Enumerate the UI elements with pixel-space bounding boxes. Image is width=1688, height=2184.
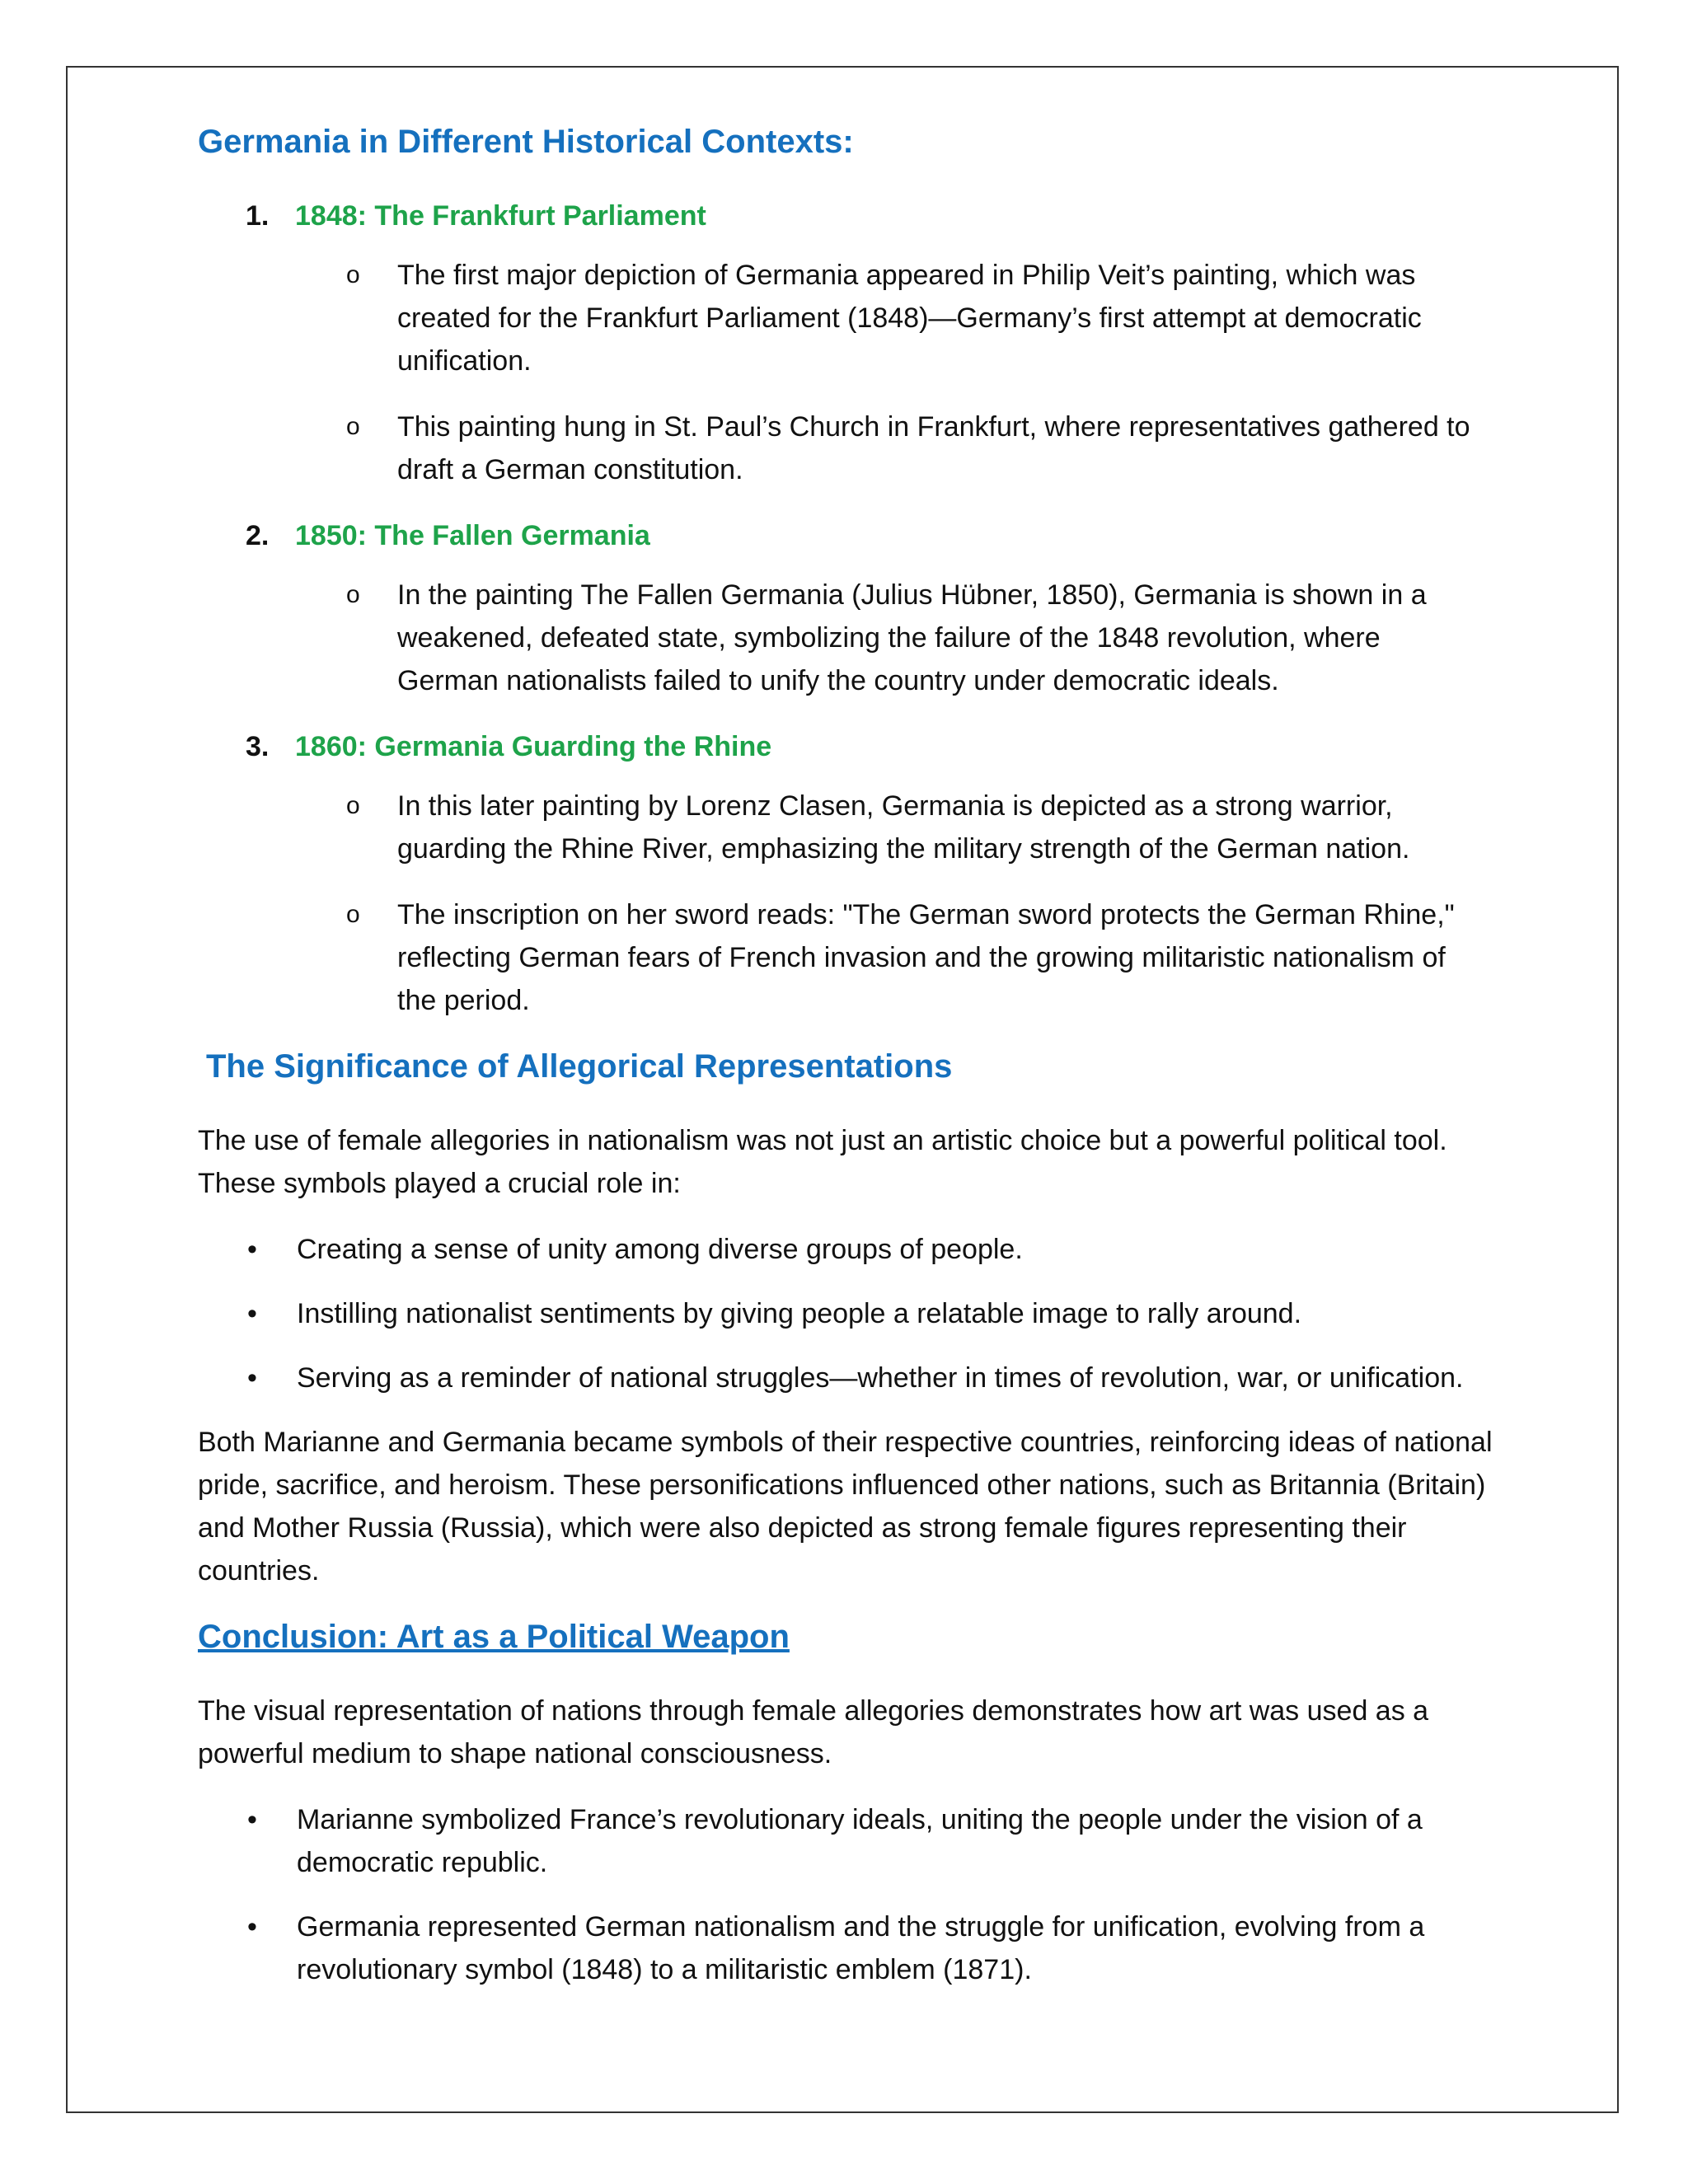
circle-bullet-icon: o <box>346 792 360 819</box>
sub-point <box>346 254 1485 382</box>
list-item-title: 1848: The Frankfurt Parliament <box>295 200 706 232</box>
paragraph-conclusion-intro: The visual representation of nations through female allegories demonstrates how art was used as a powerful medium to shape national consciousness. <box>198 1695 1429 1769</box>
sub-point <box>346 893 1485 1022</box>
bullet-text: Marianne symbolized France’s revolutionary ideals, uniting the people under the vision of a democratic republic. <box>297 1804 1423 1878</box>
circle-bullet-icon: o <box>346 901 360 928</box>
sub-point <box>346 785 1485 870</box>
bullet-text: Instilling nationalist sentiments by giving people a relatable image to rally around. <box>297 1298 1302 1329</box>
list-item <box>198 514 1517 702</box>
list-item-heading <box>246 194 1517 237</box>
bullet-item <box>247 1357 1484 1399</box>
section-title-significance: The Significance of Allegorical Representations <box>206 1048 953 1085</box>
list-item <box>198 194 1517 491</box>
list-item-title: 1850: The Fallen Germania <box>295 520 650 551</box>
bullet-text: Germania represented German nationalism and the struggle for unification, evolving from a revolutionary symbol (1848) to a militaristic emblem (1871). <box>297 1911 1425 1985</box>
list-item-heading <box>246 514 1517 557</box>
bullet-item <box>247 1905 1484 1991</box>
section-title-conclusion: Conclusion: Art as a Political Weapon <box>198 1619 790 1655</box>
list-item-heading <box>246 725 1517 768</box>
sub-point-text: The inscription on her sword reads: "The German sword protects the German Rhine," reflecting German fears of French invasion and the growing militaristic nationalism of the period. <box>397 899 1455 1016</box>
bullet-item <box>247 1292 1484 1335</box>
list-item <box>198 725 1517 1022</box>
paragraph-closing: Both Marianne and Germania became symbols of their respective countries, reinforcing ideas of national pride, sacrifice, and heroism. These personifications influenced other nations, such as Britannia (Britain) and Mother Russia (Russia), which were also depicted as strong female figures representing their countries. <box>198 1427 1493 1586</box>
sub-point <box>346 574 1485 702</box>
list-item-title: 1860: Germania Guarding the Rhine <box>295 731 772 762</box>
list-number: 3. <box>246 731 270 762</box>
bullet-item <box>247 1798 1484 1884</box>
bullet-icon: • <box>247 1234 257 1265</box>
bullet-item <box>247 1228 1484 1271</box>
document-content <box>198 99 1517 2013</box>
list-number: 2. <box>246 520 270 551</box>
circle-bullet-icon: o <box>346 413 360 440</box>
section-title-historical-contexts: Germania in Different Historical Contexts: <box>198 124 854 160</box>
bullet-text: Creating a sense of unity among diverse groups of people. <box>297 1234 1023 1265</box>
bullet-icon: • <box>247 1298 257 1329</box>
sub-point-text: This painting hung in St. Paul’s Church in Frankfurt, where representatives gathered to draft a German constitution. <box>397 411 1470 485</box>
paragraph-intro: The use of female allegories in nationalism was not just an artistic choice but a powerful political tool. These symbols played a crucial role in: <box>198 1125 1447 1199</box>
sub-point-text: The first major depiction of Germania appeared in Philip Veit’s painting, which was created for the Frankfurt Parliament (1848)—Germany’s first attempt at democratic unification. <box>397 260 1422 377</box>
circle-bullet-icon: o <box>346 261 360 288</box>
sub-point <box>346 405 1485 491</box>
sub-point-text: In the painting The Fallen Germania (Julius Hübner, 1850), Germania is shown in a weakened, defeated state, symbolizing the failure of the 1848 revolution, where German nationalists failed to unify the country under democratic ideals. <box>397 579 1427 696</box>
circle-bullet-icon: o <box>346 581 360 608</box>
bullet-icon: • <box>247 1362 257 1394</box>
list-number: 1. <box>246 200 270 232</box>
sub-point-text: In this later painting by Lorenz Clasen, Germania is depicted as a strong warrior, guarding the Rhine River, emphasizing the military strength of the German nation. <box>397 790 1410 865</box>
bullet-icon: • <box>247 1911 257 1943</box>
bullet-icon: • <box>247 1804 257 1835</box>
bullet-text: Serving as a reminder of national struggles—whether in times of revolution, war, or unification. <box>297 1362 1464 1394</box>
